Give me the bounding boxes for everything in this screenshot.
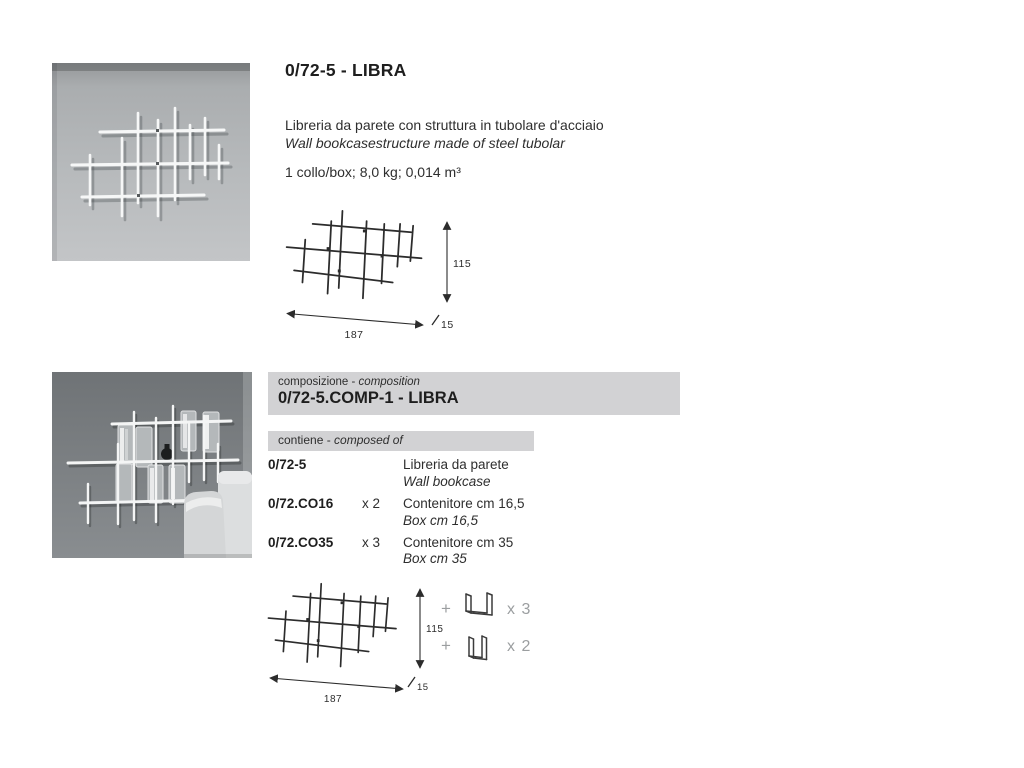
component-code: 0/72.CO16	[268, 495, 334, 511]
component-qty	[362, 457, 403, 491]
height-dimension-label: 115	[453, 258, 472, 270]
width-dimension	[270, 678, 403, 705]
composition-dimension-drawing	[260, 578, 562, 708]
contains-header-bar	[268, 431, 534, 451]
component-description	[403, 496, 598, 530]
product-info	[285, 60, 715, 180]
components-list	[268, 457, 598, 573]
product-description-en: Wall bookcasestructure made of steel tubolar	[285, 135, 565, 151]
component-row	[268, 496, 598, 530]
component-desc-it: Contenitore cm 35	[403, 534, 514, 550]
addon-qty-label: x 2	[507, 638, 532, 655]
height-dimension	[420, 589, 443, 668]
width-dimension-label: 187	[323, 694, 343, 705]
addon-row-1	[441, 593, 531, 618]
product-photo	[52, 63, 250, 261]
depth-dimension	[408, 677, 429, 693]
component-desc-en: Box cm 16,5	[403, 512, 479, 528]
component-code: 0/72-5	[268, 457, 307, 472]
depth-dimension-label: 15	[441, 319, 454, 331]
height-dimension	[447, 222, 471, 302]
component-description	[403, 535, 598, 569]
composition-photo	[52, 372, 252, 558]
width-dimension-label: 187	[344, 329, 364, 341]
plus-sign: +	[441, 599, 451, 618]
component-qty: x 3	[362, 534, 381, 550]
component-desc-en: Wall bookcase	[403, 473, 491, 489]
depth-dimension-label: 15	[417, 682, 429, 693]
component-description	[403, 457, 598, 491]
bookcase-line-drawing	[268, 584, 396, 667]
composition-label-en: composition	[358, 376, 420, 388]
depth-dimension	[432, 315, 454, 331]
product-dimension-drawing	[278, 203, 478, 343]
component-desc-en: Box cm 35	[403, 551, 467, 567]
product-packing-info: 1 collo/box; 8,0 kg; 0,014 m³	[285, 164, 461, 180]
product-title: 0/72-5 - LIBRA	[285, 60, 407, 80]
bookcase-line-drawing	[287, 211, 422, 298]
component-desc-it: Libreria da parete	[403, 457, 509, 472]
contains-label-it: contiene -	[278, 433, 335, 447]
addon-row-2	[441, 636, 531, 660]
height-dimension-label: 115	[426, 624, 444, 635]
plus-sign: +	[441, 636, 451, 655]
component-desc-it: Contenitore cm 16,5	[403, 495, 525, 511]
component-row	[268, 457, 598, 491]
contains-label-en: composed of	[334, 433, 403, 447]
component-qty: x 2	[362, 495, 381, 511]
container-box-35-icon	[466, 593, 492, 615]
composition-title: 0/72-5.COMP-1 - LIBRA	[278, 389, 459, 407]
width-dimension	[287, 314, 423, 342]
composition-section-label	[278, 376, 680, 388]
product-description-it: Libreria da parete con struttura in tubolare d'acciaio	[285, 117, 604, 133]
composition-label-it: composizione -	[278, 376, 359, 388]
addon-qty-label: x 3	[507, 601, 532, 618]
container-box-16-icon	[469, 636, 487, 660]
composition-header-bar	[268, 372, 680, 415]
component-row	[268, 535, 598, 569]
component-code: 0/72.CO35	[268, 534, 334, 550]
